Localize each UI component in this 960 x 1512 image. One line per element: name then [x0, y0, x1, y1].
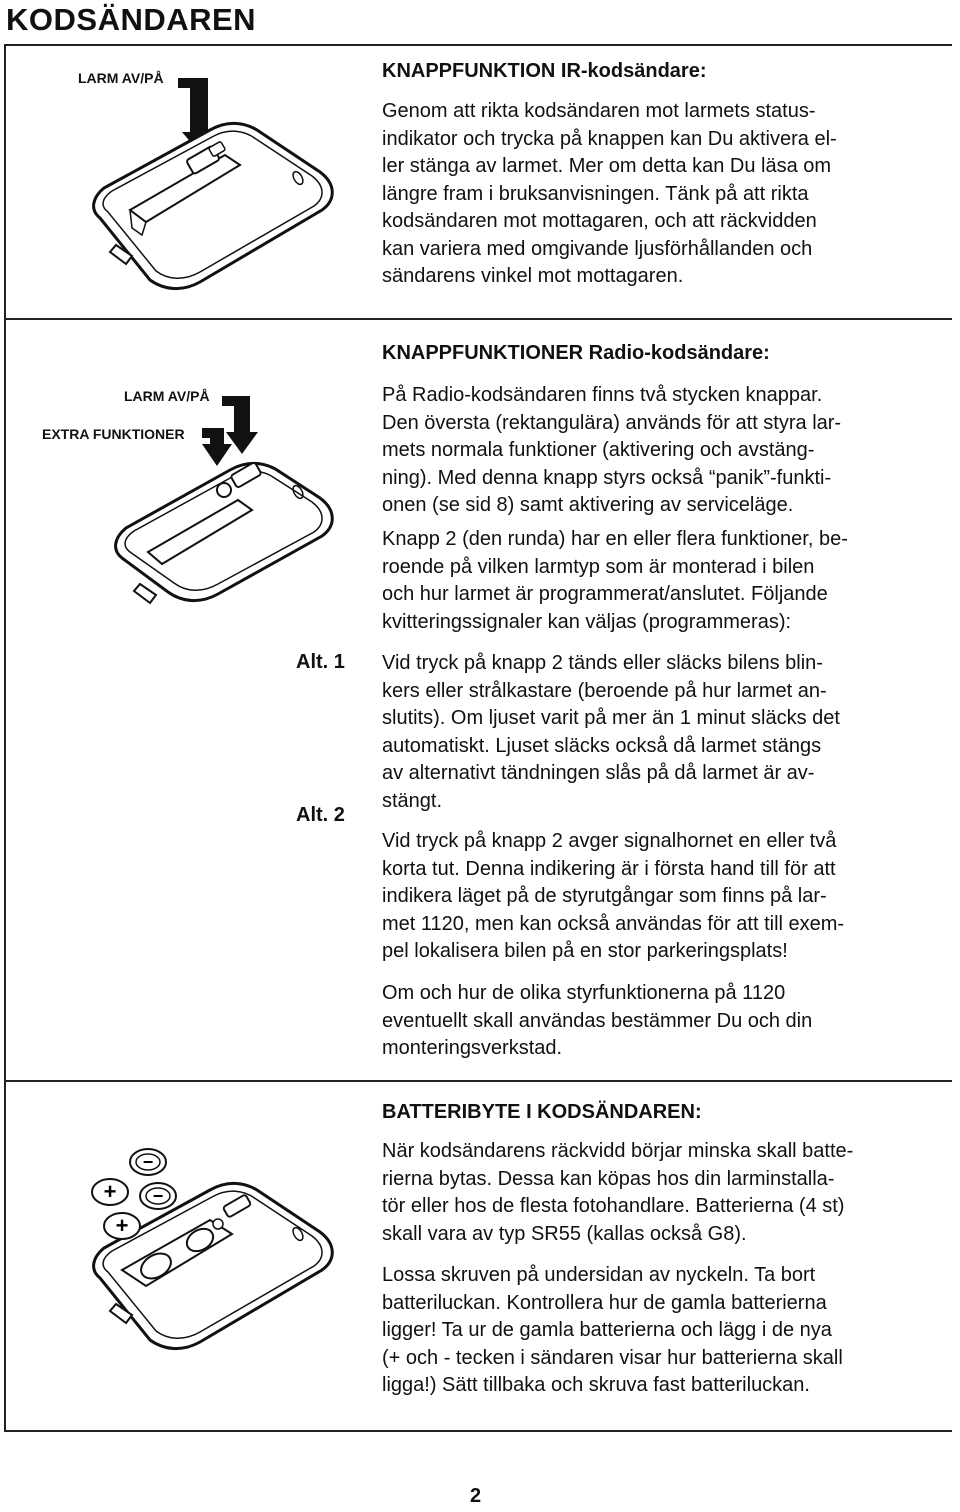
radio-section-text-2: Knapp 2 (den runda) har en eller flera funktioner, be- roende på vilken larmtyp som är monterad i bilen och hur larmet är programmerat/anslutet. Följande kvitteringssignaler kan väljas (programmeras):: [382, 528, 848, 633]
page-title: KODSÄNDAREN: [6, 2, 257, 37]
battery-section-text-1: När kodsändarens räckvidd börjar minska skall batte- rierna bytas. Dessa kan köpas hos din larminstalla- tör eller hos de flesta fotohandlare. Batterierna (4 st) skall vara av typ SR55 (kallas också G8).: [382, 1140, 854, 1245]
minus-sign-2: −: [152, 1186, 164, 1206]
radio-section-text-3: Om och hur de olika styrfunktionerna på 1120 eventuellt skall användas bestämmer Du och din monteringsverkstad.: [382, 982, 813, 1059]
plus-sign-2: +: [115, 1213, 129, 1238]
radio-section-text-1: På Radio-kodsändaren finns två stycken knappar. Den översta (rektangulära) används för att styra lar- mets normala funktioner (aktivering och avstäng- ning). Med denna knapp styrs också “panik”-funkti- onen (se sid 8) samt aktivering av serviceläge.: [382, 384, 842, 516]
radio-section-heading: KNAPPFUNKTIONER Radio-kodsändare:: [382, 342, 770, 364]
radio-remote-illustration: [100, 380, 340, 620]
section-divider-1: [4, 318, 952, 320]
radio-extra-button-caption: EXTRA FUNKTIONER: [42, 426, 185, 442]
radio-main-button-caption: LARM AV/PÅ: [124, 388, 210, 404]
battery-section-text-2: Lossa skruven på undersidan av nyckeln. Ta bort batteriluckan. Kontrollera hur de gamla batterierna ligger! Ta ur de gamla batterierna och lägg i de nya (+ och - tecken i sändaren visar hur batterierna skall ligga!) Sätt tillbaka och skruva fast batteriluckan.: [382, 1264, 843, 1396]
alt1-label: Alt. 1: [296, 651, 345, 673]
ir-section-heading: KNAPPFUNKTION IR-kodsändare:: [382, 60, 707, 82]
alt2-text: Vid tryck på knapp 2 avger signalhornet en eller två korta tut. Denna indikering är i första hand till för att indikera läget på de styrutgångar som finns på lar- met 1120, men kan också användas för att till exem- pel lokalisera bilen på en stor parkeringsplats!: [382, 830, 845, 962]
alt1-text: Vid tryck på knapp 2 tänds eller släcks bilens blin- kers eller strålkastare (beroende på hur larmet an- slutits). Om ljuset varit på mer än 1 minut släcks det automatiskt. Ljuset släcks också då larmet stängs av alternativt tändningen slås på då larmet är av- stängt.: [382, 652, 840, 812]
plus-sign-1: +: [103, 1179, 117, 1204]
battery-section-heading: BATTERIBYTE I KODSÄNDAREN:: [382, 1101, 702, 1123]
battery-remote-illustration: [60, 1130, 360, 1400]
ir-remote-illustration: [60, 60, 360, 310]
minus-sign-1: −: [142, 1152, 154, 1172]
section-divider-2: [4, 1080, 952, 1082]
ir-button-caption: LARM AV/PÅ: [78, 70, 164, 86]
alt2-label: Alt. 2: [296, 804, 345, 826]
page-number: 2: [470, 1485, 482, 1507]
ir-section-text: Genom att rikta kodsändaren mot larmets status- indikator och trycka på knappen kan Du aktivera el- ler stänga av larmet. Mer om detta kan Du läsa om längre fram i bruksanvisningen. Tänk på att rikta kodsändaren mot mottagaren, och att räckvidden kan variera med omgivande ljusförhållanden och sändarens vinkel mot mottagaren.: [382, 100, 837, 287]
